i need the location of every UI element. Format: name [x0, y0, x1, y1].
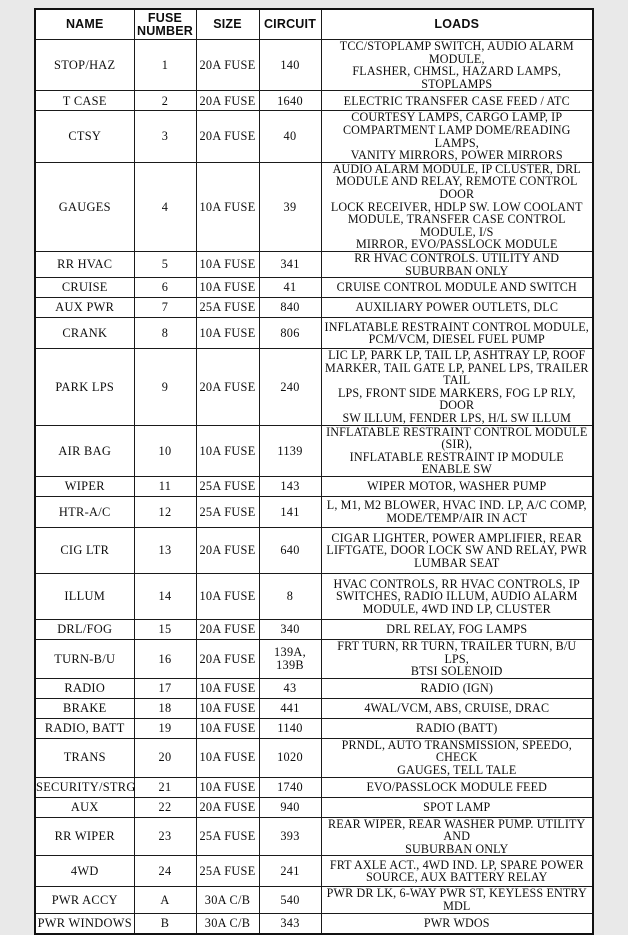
column-header-fuse-number — [134, 9, 196, 40]
fuse-loads-line: COURTESY LAMPS, CARGO LAMP, IP — [351, 110, 563, 125]
table-row — [35, 162, 593, 251]
fuse-size: 10A FUSE — [196, 738, 259, 777]
fuse-name: TRANS — [35, 738, 134, 777]
fuse-loads — [321, 111, 593, 162]
fuse-loads-line: DRL RELAY, FOG LAMPS — [386, 622, 528, 637]
table-row — [35, 620, 593, 640]
fuse-name: CRUISE — [35, 278, 134, 298]
fuse-size: 25A FUSE — [196, 497, 259, 528]
fuse-size: 20A FUSE — [196, 40, 259, 91]
fuse-number: 24 — [134, 856, 196, 887]
fuse-size: 10A FUSE — [196, 251, 259, 277]
fuse-loads-line: TCC/STOPLAMP SWITCH, AUDIO ALARM MODULE, — [339, 39, 574, 66]
fuse-circuit: 8 — [259, 574, 321, 620]
header-row — [35, 9, 593, 40]
fuse-loads — [321, 620, 593, 640]
table-row — [35, 640, 593, 679]
fuse-name: RR WIPER — [35, 817, 134, 856]
fuse-circuit: 43 — [259, 678, 321, 698]
fuse-loads-line: LUMBAR SEAT — [414, 555, 500, 570]
fuse-loads-line: FRT TURN, RR TURN, TRAILER TURN, B/U LPS, — [337, 639, 577, 666]
fuse-number: B — [134, 913, 196, 934]
table-row — [35, 497, 593, 528]
fuse-loads-line: CRUISE CONTROL MODULE AND SWITCH — [336, 280, 577, 295]
fuse-circuit: 139A, 139B — [259, 640, 321, 679]
fuse-block-table-container — [34, 8, 592, 935]
fuse-loads — [321, 477, 593, 497]
fuse-loads-line: MODE/TEMP/AIR IN ACT — [386, 511, 528, 526]
fuse-circuit: 940 — [259, 797, 321, 817]
fuse-loads — [321, 91, 593, 111]
table-row — [35, 111, 593, 162]
fuse-circuit: 141 — [259, 497, 321, 528]
fuse-circuit: 1640 — [259, 91, 321, 111]
column-header-size: SIZE — [196, 9, 259, 40]
fuse-size: 25A FUSE — [196, 856, 259, 887]
fuse-number: 10 — [134, 425, 196, 476]
fuse-loads — [321, 797, 593, 817]
fuse-size: 25A FUSE — [196, 477, 259, 497]
fuse-number: 11 — [134, 477, 196, 497]
fuse-name: 4WD — [35, 856, 134, 887]
fuse-loads-line: 4WAL/VCM, ABS, CRUISE, DRAC — [364, 701, 550, 716]
fuse-size: 10A FUSE — [196, 425, 259, 476]
fuse-loads — [321, 251, 593, 277]
fuse-loads-line: LIFTGATE, DOOR LOCK SW AND RELAY, PWR — [326, 543, 588, 558]
fuse-loads-line: PRNDL, AUTO TRANSMISSION, SPEEDO, CHECK — [341, 737, 572, 765]
table-row — [35, 797, 593, 817]
fuse-loads-line: L, M1, M2 BLOWER, HVAC IND. LP, A/C COMP, — [326, 498, 587, 513]
fuse-number: 8 — [134, 318, 196, 349]
fuse-loads — [321, 777, 593, 797]
fuse-loads — [321, 640, 593, 679]
fuse-loads-line: INFLATABLE RESTRAINT CONTROL MODULE (SIR), — [326, 424, 588, 452]
fuse-circuit: 140 — [259, 40, 321, 91]
fuse-size: 20A FUSE — [196, 349, 259, 426]
fuse-loads-line: MODULE AND RELAY, REMOTE CONTROL DOOR — [335, 174, 578, 201]
fuse-circuit: 540 — [259, 887, 321, 913]
fuse-size: 20A FUSE — [196, 111, 259, 162]
table-row — [35, 425, 593, 476]
fuse-loads-line: AUDIO ALARM MODULE, IP CLUSTER, DRL — [332, 161, 581, 176]
fuse-loads-line: VANITY MIRRORS, POWER MIRRORS — [350, 148, 563, 163]
fuse-number: 15 — [134, 620, 196, 640]
table-row — [35, 318, 593, 349]
fuse-number: 19 — [134, 718, 196, 738]
fuse-circuit: 240 — [259, 349, 321, 426]
fuse-number: 3 — [134, 111, 196, 162]
fuse-circuit: 1740 — [259, 777, 321, 797]
fuse-loads-line: SUBURBAN ONLY — [405, 841, 509, 856]
fuse-number: 2 — [134, 91, 196, 111]
fuse-loads-line: LIC LP, PARK LP, TAIL LP, ASHTRAY LP, ROOF — [328, 348, 586, 363]
fuse-loads — [321, 497, 593, 528]
fuse-loads — [321, 678, 593, 698]
fuse-loads — [321, 318, 593, 349]
fuse-size: 30A C/B — [196, 913, 259, 934]
fuse-loads-line: RADIO (IGN) — [420, 681, 494, 696]
fuse-number: 14 — [134, 574, 196, 620]
fuse-loads — [321, 574, 593, 620]
fuse-size: 10A FUSE — [196, 162, 259, 251]
fuse-size: 10A FUSE — [196, 777, 259, 797]
fuse-loads — [321, 528, 593, 574]
fuse-number: 9 — [134, 349, 196, 426]
fuse-number: 5 — [134, 251, 196, 277]
table-row — [35, 349, 593, 426]
fuse-size: 20A FUSE — [196, 640, 259, 679]
fuse-loads-line: FRT AXLE ACT., 4WD IND. LP, SPARE POWER — [329, 857, 584, 872]
fuse-size: 20A FUSE — [196, 91, 259, 111]
fuse-number: 13 — [134, 528, 196, 574]
fuse-number: 6 — [134, 278, 196, 298]
fuse-loads-line: MARKER, TAIL GATE LP, PANEL LPS, TRAILER TAIL — [324, 360, 589, 388]
fuse-loads-line: RADIO (BATT) — [416, 721, 498, 736]
fuse-loads — [321, 887, 593, 913]
fuse-loads — [321, 162, 593, 251]
fuse-name: PARK LPS — [35, 349, 134, 426]
table-row — [35, 856, 593, 887]
fuse-loads-line: AUXILIARY POWER OUTLETS, DLC — [355, 300, 559, 315]
fuse-name: DRL/FOG — [35, 620, 134, 640]
fuse-loads-line: LPS, FRONT SIDE MARKERS, FOG LP RLY, DOOR — [338, 385, 576, 413]
fuse-name: T CASE — [35, 91, 134, 111]
fuse-name: AUX — [35, 797, 134, 817]
fuse-name: GAUGES — [35, 162, 134, 251]
fuse-loads-line: PCM/VCM, DIESEL FUEL PUMP — [368, 332, 545, 347]
fuse-number: 20 — [134, 738, 196, 777]
fuse-loads-line: PWR DR LK, 6-WAY PWR ST, KEYLESS ENTRY MDL — [326, 886, 587, 913]
column-header-fuse-number-line2: NUMBER — [136, 23, 194, 38]
fuse-number: A — [134, 887, 196, 913]
table-row — [35, 777, 593, 797]
fuse-loads — [321, 349, 593, 426]
fuse-size: 20A FUSE — [196, 797, 259, 817]
fuse-circuit: 840 — [259, 298, 321, 318]
fuse-loads-line: EVO/PASSLOCK MODULE FEED — [366, 779, 548, 794]
table-row — [35, 718, 593, 738]
fuse-name: BRAKE — [35, 698, 134, 718]
fuse-loads-line: GAUGES, TELL TALE — [397, 763, 517, 777]
fuse-circuit: 806 — [259, 318, 321, 349]
fuse-size: 10A FUSE — [196, 278, 259, 298]
fuse-loads-line: CIGAR LIGHTER, POWER AMPLIFIER, REAR — [331, 530, 583, 545]
fuse-circuit: 39 — [259, 162, 321, 251]
fuse-loads-line: ELECTRIC TRANSFER CASE FEED / ATC — [343, 93, 570, 108]
fuse-name: WIPER — [35, 477, 134, 497]
fuse-loads-line: MODULE, 4WD IND LP, CLUSTER — [362, 601, 551, 616]
table-row — [35, 887, 593, 913]
fuse-size: 20A FUSE — [196, 620, 259, 640]
fuse-number: 21 — [134, 777, 196, 797]
fuse-number: 4 — [134, 162, 196, 251]
fuse-size: 10A FUSE — [196, 718, 259, 738]
column-header-circuit: CIRCUIT — [259, 9, 321, 40]
fuse-loads-line: RR HVAC CONTROLS. UTILITY AND SUBURBAN ONLY — [354, 250, 560, 278]
fuse-loads-line: HVAC CONTROLS, RR HVAC CONTROLS, IP — [333, 576, 580, 591]
fuse-name: HTR-A/C — [35, 497, 134, 528]
fuse-size: 30A C/B — [196, 887, 259, 913]
table-row — [35, 251, 593, 277]
table-row — [35, 738, 593, 777]
fuse-name: RADIO, BATT — [35, 718, 134, 738]
column-header-loads: LOADS — [321, 9, 593, 40]
fuse-loads-line: MIRROR, EVO/PASSLOCK MODULE — [356, 237, 558, 252]
fuse-circuit: 40 — [259, 111, 321, 162]
table-row — [35, 574, 593, 620]
table-row — [35, 477, 593, 497]
fuse-name: PWR ACCY — [35, 887, 134, 913]
table-header — [35, 9, 593, 40]
fuse-loads — [321, 817, 593, 856]
fuse-name: SECURITY/STRG — [35, 777, 134, 797]
fuse-size: 25A FUSE — [196, 817, 259, 856]
fuse-circuit: 341 — [259, 251, 321, 277]
fuse-name: AIR BAG — [35, 425, 134, 476]
fuse-circuit: 41 — [259, 278, 321, 298]
fuse-name: TURN-B/U — [35, 640, 134, 679]
fuse-number: 17 — [134, 678, 196, 698]
fuse-circuit: 1139 — [259, 425, 321, 476]
table-row — [35, 913, 593, 934]
fuse-size: 10A FUSE — [196, 574, 259, 620]
fuse-number: 1 — [134, 40, 196, 91]
fuse-loads-line: SPOT LAMP — [423, 799, 491, 814]
fuse-size: 25A FUSE — [196, 298, 259, 318]
fuse-name: CTSY — [35, 111, 134, 162]
fuse-number: 22 — [134, 797, 196, 817]
fuse-loads — [321, 913, 593, 934]
table-row — [35, 817, 593, 856]
fuse-loads-line: FLASHER, CHMSL, HAZARD LAMPS, STOPLAMPS — [352, 64, 562, 91]
fuse-circuit: 343 — [259, 913, 321, 934]
fuse-loads — [321, 40, 593, 91]
fuse-loads — [321, 278, 593, 298]
fuse-number: 18 — [134, 698, 196, 718]
fuse-circuit: 640 — [259, 528, 321, 574]
fuse-name: PWR WINDOWS — [35, 913, 134, 934]
fuse-size: 10A FUSE — [196, 678, 259, 698]
table-row — [35, 40, 593, 91]
fuse-loads — [321, 738, 593, 777]
column-header-fuse-number-line1: FUSE — [147, 10, 183, 25]
fuse-size: 10A FUSE — [196, 318, 259, 349]
fuse-circuit: 393 — [259, 817, 321, 856]
fuse-circuit: 1140 — [259, 718, 321, 738]
fuse-number: 12 — [134, 497, 196, 528]
fuse-name: CRANK — [35, 318, 134, 349]
fuse-loads-line: MODULE, TRANSFER CASE CONTROL MODULE, I/S — [347, 212, 566, 239]
fuse-loads-line: REAR WIPER, REAR WASHER PUMP. UTILITY AND — [328, 816, 586, 844]
fuse-name: ILLUM — [35, 574, 134, 620]
fuse-size: 10A FUSE — [196, 698, 259, 718]
fuse-loads-line: PWR WDOS — [423, 915, 490, 930]
fuse-number: 16 — [134, 640, 196, 679]
fuse-loads — [321, 425, 593, 476]
fuse-circuit: 143 — [259, 477, 321, 497]
fuse-name: RADIO — [35, 678, 134, 698]
fuse-number: 7 — [134, 298, 196, 318]
fuse-size: 20A FUSE — [196, 528, 259, 574]
fuse-loads — [321, 718, 593, 738]
fuse-loads-line: BTSI SOLENOID — [410, 664, 503, 679]
table-row — [35, 278, 593, 298]
table-body — [35, 40, 593, 934]
fuse-loads-line: SOURCE, AUX BATTERY RELAY — [365, 870, 548, 885]
fuse-number: 23 — [134, 817, 196, 856]
fuse-circuit: 1020 — [259, 738, 321, 777]
fuse-loads-line: LOCK RECEIVER, HDLP SW. LOW COOLANT — [330, 199, 583, 214]
fuse-loads-line: INFLATABLE RESTRAINT CONTROL MODULE, — [324, 319, 589, 334]
fuse-loads-line: SWITCHES, RADIO ILLUM, AUDIO ALARM — [335, 589, 578, 604]
fuse-identification-table — [34, 8, 594, 935]
fuse-loads — [321, 298, 593, 318]
fuse-loads-line: WIPER MOTOR, WASHER PUMP — [367, 479, 547, 494]
fuse-loads-line: SW ILLUM, FENDER LPS, H/L SW ILLUM — [342, 411, 572, 426]
table-row — [35, 528, 593, 574]
fuse-circuit: 441 — [259, 698, 321, 718]
fuse-loads-line: COMPARTMENT LAMP DOME/READING LAMPS, — [342, 122, 571, 150]
column-header-name: NAME — [35, 9, 134, 40]
fuse-circuit: 241 — [259, 856, 321, 887]
table-row — [35, 698, 593, 718]
fuse-circuit: 340 — [259, 620, 321, 640]
fuse-name: AUX PWR — [35, 298, 134, 318]
table-row — [35, 678, 593, 698]
fuse-name: RR HVAC — [35, 251, 134, 277]
fuse-name: CIG LTR — [35, 528, 134, 574]
table-row — [35, 91, 593, 111]
fuse-name: STOP/HAZ — [35, 40, 134, 91]
table-row — [35, 298, 593, 318]
fuse-loads — [321, 698, 593, 718]
fuse-loads-line: INFLATABLE RESTRAINT IP MODULE ENABLE SW — [349, 449, 564, 477]
fuse-loads — [321, 856, 593, 887]
